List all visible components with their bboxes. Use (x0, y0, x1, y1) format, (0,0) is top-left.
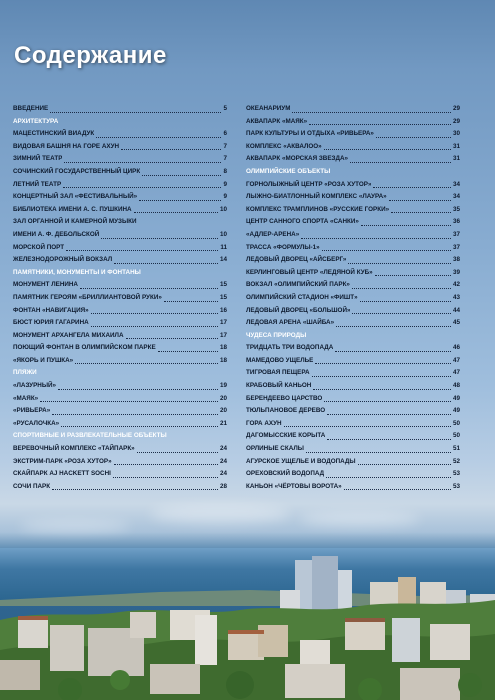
toc-entry-title: МОНУМЕНТ ЛЕНИНА (13, 281, 78, 289)
toc-dot-leader (50, 112, 221, 113)
toc-entry (246, 380, 460, 393)
toc-entry (246, 405, 460, 418)
toc-entry (246, 367, 460, 380)
toc-section-heading: ПАМЯТНИКИ, МОНУМЕНТЫ И ФОНТАНЫ (13, 268, 141, 276)
toc-page-number: 24 (219, 470, 227, 478)
toc-page-number: 50 (452, 419, 460, 427)
toc-entry (13, 405, 227, 418)
toc-entry (246, 179, 460, 192)
toc-entry (13, 254, 227, 267)
toc-entry (246, 292, 460, 305)
toc-entry (13, 141, 227, 154)
toc-entry (246, 279, 460, 292)
toc-dot-leader (306, 452, 451, 453)
toc-entry (13, 443, 227, 456)
toc-entry (13, 342, 227, 355)
toc-entry (13, 179, 227, 192)
toc-page-number: 10 (219, 205, 227, 213)
toc-dot-leader (391, 212, 451, 213)
toc-entry-title: «ЛАЗУРНЫЙ» (13, 382, 57, 390)
toc-entry-title: БИБЛИОТЕКА ИМЕНИ А. С. ПУШКИНА (13, 205, 132, 213)
toc-page-number: 14 (219, 256, 227, 264)
toc-entry (13, 292, 227, 305)
toc-dot-leader (137, 452, 218, 453)
toc-entry-title: ВВЕДЕНИЕ (13, 105, 49, 112)
toc-entry (13, 481, 227, 494)
toc-page-number: 20 (219, 394, 227, 402)
toc-dot-leader (348, 263, 451, 264)
toc-dot-leader (352, 288, 451, 289)
toc-entry-title: КОМПЛЕКС «АКВАЛОО» (246, 142, 322, 150)
toc-entry (13, 456, 227, 469)
toc-page-number: 20 (219, 407, 227, 415)
toc-entry-title: ИМЕНИ А. Ф. ДЕБОЛЬСКОЙ (13, 230, 100, 238)
toc-dot-leader (312, 376, 451, 377)
toc-entry-title: ВИДОВАЯ БАШНЯ НА ГОРЕ АХУН (13, 142, 120, 150)
toc-entry (246, 481, 460, 494)
toc-entry (246, 141, 460, 154)
toc-page-number: 44 (452, 306, 460, 314)
toc-entry (246, 443, 460, 456)
toc-dot-leader (350, 162, 451, 163)
toc-entry (13, 166, 227, 179)
toc-entry (13, 279, 227, 292)
toc-page-number: 53 (452, 470, 460, 478)
toc-page-number: 18 (219, 344, 227, 352)
toc-dot-leader (344, 489, 451, 490)
toc-page-number: 21 (219, 419, 227, 427)
toc-dot-leader (142, 175, 221, 176)
toc-dot-leader (63, 187, 221, 188)
toc-entry-title: ПАРК КУЛЬТУРЫ И ОТДЫХА «РИВЬЕРА» (246, 130, 374, 138)
toc-entry-title: ЛЫЖНО-БИАТЛОННЫЙ КОМПЛЕКС «ЛАУРА» (246, 193, 387, 201)
toc-entry-title: ЛЕДОВЫЙ ДВОРЕЦ «АЙСБЕРГ» (246, 256, 347, 264)
toc-entry-title: КЕРЛИНГОВЫЙ ЦЕНТР «ЛЕДЯНОЙ КУБ» (246, 268, 373, 276)
toc-section-heading: АРХИТЕКТУРА (13, 117, 59, 125)
toc-entry (13, 393, 227, 406)
toc-page-number: 10 (219, 230, 227, 238)
toc-entry-title: МОРСКОЙ ПОРТ (13, 243, 65, 251)
toc-page-number: 17 (219, 319, 227, 327)
toc-entry-title: ОЛИМПИЙСКИЙ СТАДИОН «ФИШТ» (246, 293, 358, 301)
toc-section-heading: ЧУДЕСА ПРИРОДЫ (246, 331, 307, 339)
toc-entry-title: АКВАПАРК «МОРСКАЯ ЗВЕЗДА» (246, 155, 349, 163)
toc-entry (246, 229, 460, 242)
toc-page-number: 34 (452, 193, 460, 201)
toc-dot-leader (313, 389, 451, 390)
toc-entry-title: СОЧИНСКИЙ ГОСУДАРСТВЕННЫЙ ЦИРК (13, 167, 141, 175)
toc-entry (246, 393, 460, 406)
toc-page-number: 6 (223, 130, 227, 138)
toc-page-number: 30 (452, 130, 460, 138)
toc-section-heading: СПОРТИВНЫЕ И РАЗВЛЕКАТЕЛЬНЫЕ ОБЪЕКТЫ (13, 432, 167, 440)
toc-dot-leader (327, 414, 451, 415)
toc-entry (13, 380, 227, 393)
toc-entry-title: ГОРА АХУН (246, 419, 282, 427)
toc-entry (246, 456, 460, 469)
toc-dot-leader (326, 477, 451, 478)
toc-dot-leader (113, 477, 218, 478)
toc-entry-title: МАЦЕСТИНСКИЙ ВИАДУК (13, 130, 95, 138)
toc-dot-leader (80, 288, 218, 289)
toc-page-number: 7 (223, 155, 227, 163)
toc-page-number: 15 (219, 281, 227, 289)
toc-entry (246, 355, 460, 368)
toc-entry (13, 418, 227, 431)
toc-dot-leader (64, 162, 221, 163)
toc-entry (246, 267, 460, 280)
toc-entry (13, 128, 227, 141)
toc-entry-title: ТРАССА «ФОРМУЛЫ-1» (246, 243, 320, 251)
toc-dot-leader (52, 414, 218, 415)
toc-dot-leader (292, 112, 451, 113)
toc-entry-title: ОКЕАНАРИУМ (246, 105, 291, 112)
toc-dot-leader (358, 464, 451, 465)
toc-dot-leader (315, 363, 451, 364)
toc-right-column (246, 103, 460, 493)
toc-entry (246, 430, 460, 443)
toc-entry-title: МАМЕДОВО УЩЕЛЬЕ (246, 356, 314, 364)
toc-entry-title: ЗИМНИЙ ТЕАТР (13, 155, 63, 163)
toc-dot-leader (324, 401, 451, 402)
toc-entry (13, 216, 227, 229)
toc-entry (246, 116, 460, 129)
toc-page-number: 46 (452, 344, 460, 352)
toc-entry-title: «РИВЬЕРА» (13, 407, 51, 415)
toc-page-number: 9 (223, 180, 227, 188)
toc-entry (246, 242, 460, 255)
toc-entry (13, 242, 227, 255)
toc-page-number: 8 (223, 167, 227, 175)
toc-dot-leader (58, 389, 218, 390)
toc-entry-title: ГОРНОЛЫЖНЫЙ ЦЕНТР «РОЗА ХУТОР» (246, 180, 372, 188)
toc-entry (246, 153, 460, 166)
toc-entry (13, 191, 227, 204)
toc-entry-title: ЭКСТРИМ-ПАРК «РОЗА ХУТОР» (13, 457, 112, 465)
toc-left-column (13, 103, 227, 493)
toc-page-number: 51 (452, 445, 460, 453)
toc-entry (246, 254, 460, 267)
toc-dot-leader (375, 275, 451, 276)
toc-entry (13, 229, 227, 242)
toc-page-number: 24 (219, 457, 227, 465)
toc-dot-leader (335, 351, 451, 352)
toc-entry-title: КОНЦЕРТНЫЙ ЗАЛ «ФЕСТИВАЛЬНЫЙ» (13, 193, 138, 201)
toc-dot-leader (352, 313, 451, 314)
toc-entry-title: АКВАПАРК «МАЯК» (246, 117, 308, 125)
toc-entry-title: «АДЛЕР-АРЕНА» (246, 230, 300, 238)
toc-entry-title: ТЮЛЬПАНОВОЕ ДЕРЕВО (246, 407, 326, 415)
toc-entry-title: КОМПЛЕКС ТРАМПЛИНОВ «РУССКИЕ ГОРКИ» (246, 205, 390, 213)
toc-page-number: 18 (219, 356, 227, 364)
toc-page-number: 38 (452, 256, 460, 264)
toc-page-number: 31 (452, 155, 460, 163)
toc-entry-title: ЛЕДОВАЯ АРЕНА «ШАЙБА» (246, 319, 335, 327)
toc-dot-leader (322, 250, 451, 251)
toc-entry-title: ЗАЛ ОРГАННОЙ И КАМЕРНОЙ МУЗЫКИ (13, 218, 137, 226)
toc-page-number: 16 (219, 306, 227, 314)
toc-entry-title: БЕРЕНДЕЕВО ЦАРСТВО (246, 394, 323, 402)
toc-dot-leader (309, 124, 451, 125)
toc-section-heading: ПЛЯЖИ (13, 369, 37, 377)
toc-page-number: 17 (219, 331, 227, 339)
toc-page-number: 43 (452, 293, 460, 301)
toc-entry (13, 204, 227, 217)
toc-page-number: 50 (452, 432, 460, 440)
toc-page-number: 49 (452, 407, 460, 415)
toc-dot-leader (91, 326, 218, 327)
page-title: Содержание (14, 42, 167, 69)
toc-entry (246, 191, 460, 204)
toc-page-number: 19 (219, 382, 227, 390)
toc-entry-title: ЛЕДОВЫЙ ДВОРЕЦ «БОЛЬШОЙ» (246, 306, 351, 314)
toc-page-number: 28 (219, 482, 227, 490)
toc-dot-leader (360, 301, 451, 302)
toc-page-number: 39 (452, 268, 460, 276)
toc-page-number: 34 (452, 180, 460, 188)
toc-entry-title: «ЯКОРЬ И ПУШКА» (13, 356, 74, 364)
toc-dot-leader (336, 326, 451, 327)
toc-dot-leader (75, 363, 218, 364)
toc-entry (246, 305, 460, 318)
toc-entry (13, 468, 227, 481)
toc-page-number: 9 (223, 193, 227, 201)
toc-entry (246, 216, 460, 229)
toc-section-heading: ОЛИМПИЙСКИЕ ОБЪЕКТЫ (246, 167, 331, 175)
toc-dot-leader (301, 238, 451, 239)
toc-entry-title: ФОНТАН «НАВИГАЦИЯ» (13, 306, 89, 314)
toc-entry (246, 103, 460, 116)
toc-entry-title: КРАБОВЫЙ КАНЬОН (246, 382, 312, 390)
toc-dot-leader (114, 263, 218, 264)
toc-entry-title: ДАГОМЫССКИЕ КОРЫТА (246, 432, 326, 440)
toc-page-number: 47 (452, 369, 460, 377)
toc-entry (246, 468, 460, 481)
toc-entry-title: ЖЕЛЕЗНОДОРОЖНЫЙ ВОКЗАЛ (13, 256, 113, 264)
toc-entry-title: ОРЛИНЫЕ СКАЛЫ (246, 445, 304, 453)
toc-page-number: 52 (452, 457, 460, 465)
toc-dot-leader (376, 137, 451, 138)
toc-entry (13, 153, 227, 166)
toc-entry (246, 418, 460, 431)
toc-dot-leader (284, 426, 451, 427)
toc-entry-title: ПОЮЩИЙ ФОНТАН В ОЛИМПИЙСКОМ ПАРКЕ (13, 344, 156, 352)
toc-page-number: 49 (452, 394, 460, 402)
toc-entry (13, 355, 227, 368)
toc-page-number: 36 (452, 218, 460, 226)
toc-dot-leader (134, 212, 218, 213)
toc-entry-title: ЦЕНТР САННОГО СПОРТА «САНКИ» (246, 218, 359, 226)
toc-dot-leader (114, 464, 218, 465)
toc-page-number: 53 (452, 482, 460, 490)
toc-entry (246, 317, 460, 330)
toc-entry (246, 204, 460, 217)
toc-page-number: 5 (223, 105, 227, 112)
toc-entry-title: АГУРСКОЕ УЩЕЛЬЕ И ВОДОПАДЫ (246, 457, 356, 465)
toc-entry-title: СКАЙПАРК AJ HACKETT SOCHI (13, 470, 111, 478)
toc-page-number: 35 (452, 205, 460, 213)
toc-dot-leader (389, 200, 451, 201)
toc-dot-leader (324, 149, 451, 150)
toc-dot-leader (126, 338, 218, 339)
toc-entry (246, 128, 460, 141)
toc-entry (13, 317, 227, 330)
toc-page-number: 24 (219, 445, 227, 453)
toc-dot-leader (361, 225, 451, 226)
toc-entry (13, 330, 227, 343)
toc-page-number: 42 (452, 281, 460, 289)
toc-dot-leader (139, 200, 221, 201)
toc-page-number: 48 (452, 382, 460, 390)
toc-page-number: 31 (452, 142, 460, 150)
toc-page-number: 15 (219, 293, 227, 301)
toc-dot-leader (91, 313, 218, 314)
toc-entry-title: ВОКЗАЛ «ОЛИМПИЙСКИЙ ПАРК» (246, 281, 350, 289)
toc-page-number: 29 (452, 105, 460, 112)
toc-entry (246, 342, 460, 355)
toc-entry (13, 103, 227, 116)
toc-entry-title: ПАМЯТНИК ГЕРОЯМ «БРИЛЛИАНТОВОЙ РУКИ» (13, 293, 162, 301)
toc-dot-leader (52, 489, 218, 490)
toc-entry (13, 305, 227, 318)
toc-page-number: 29 (452, 117, 460, 125)
toc-entry-title: МОНУМЕНТ АРХАНГЕЛА МИХАИЛА (13, 331, 124, 339)
toc-entry-title: ОРЕХОВСКИЙ ВОДОПАД (246, 470, 325, 478)
toc-entry-title: «РУСАЛОЧКА» (13, 419, 60, 427)
toc-entry-title: БЮСТ ЮРИЯ ГАГАРИНА (13, 319, 89, 327)
toc-dot-leader (158, 351, 218, 352)
toc-dot-leader (164, 301, 218, 302)
toc-page-number: 45 (452, 319, 460, 327)
toc-page-number: 7 (223, 142, 227, 150)
toc-dot-leader (121, 149, 221, 150)
toc-page-number: 37 (452, 243, 460, 251)
toc-page-number: 11 (220, 243, 227, 251)
toc-dot-leader (327, 439, 451, 440)
toc-entry-title: ТИГРОВАЯ ПЕЩЕРА (246, 369, 310, 377)
toc-entry-title: КАНЬОН «ЧЁРТОВЫ ВОРОТА» (246, 482, 342, 490)
toc-entry-title: ВЕРЕВОЧНЫЙ КОМПЛЕКС «ТАЙПАРК» (13, 445, 135, 453)
toc-dot-leader (61, 426, 218, 427)
toc-entry-title: ТРИДЦАТЬ ТРИ ВОДОПАДА (246, 344, 334, 352)
toc-page-number: 47 (452, 356, 460, 364)
toc-dot-leader (96, 137, 221, 138)
toc-dot-leader (66, 250, 218, 251)
toc-entry-title: ЛЕТНИЙ ТЕАТР (13, 180, 62, 188)
toc-dot-leader (40, 401, 218, 402)
toc-dot-leader (373, 187, 451, 188)
toc-entry-title: СОЧИ ПАРК (13, 482, 51, 490)
toc-dot-leader (101, 238, 218, 239)
toc-page-number: 37 (452, 230, 460, 238)
toc-entry-title: «МАЯК» (13, 394, 39, 402)
